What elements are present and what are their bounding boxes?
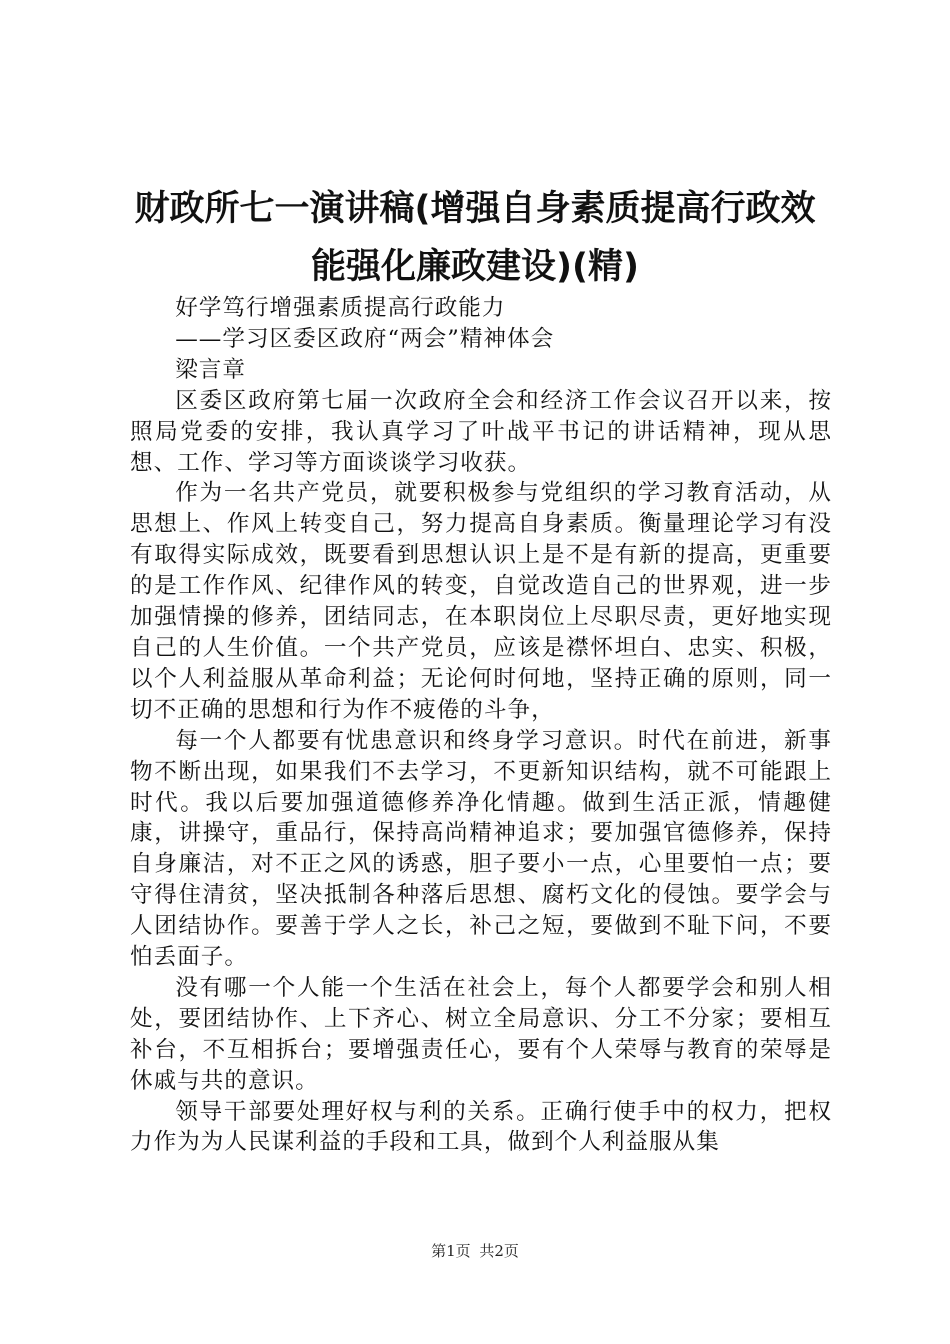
- paragraph: 区委区政府第七届一次政府全会和经济工作会议召开以来，按照局党委的安排，我认真学习了叶战平书记的讲话精神，现从思想、工作、学习等方面谈谈学习收获。: [130, 387, 832, 476]
- page-footer: [0, 1240, 950, 1261]
- page-number: 第1页: [431, 1242, 471, 1260]
- paragraph: 领导干部要处理好权与利的关系。正确行使手中的权力，把权力作为为人民谋利益的手段和工具，做到个人利益服从集: [130, 1098, 832, 1156]
- page-total: 共2页: [479, 1242, 519, 1260]
- document-body: [130, 293, 832, 1158]
- paragraph: 没有哪一个人能一个生活在社会上，每个人都要学会和别人相处，要团结协作、上下齐心、树立全局意识、分工不分家；要相互补台，不互相拆台；要增强责任心，要有个人荣辱与教育的荣辱是休戚与共的意识。: [130, 974, 832, 1094]
- paragraph: 每一个人都要有忧患意识和终身学习意识。时代在前进，新事物不断出现，如果我们不去学习，不更新知识结构，就不可能跟上时代。我以后要加强道德修养净化情趣。做到生活正派，情趣健康，讲操守，重品行，保持高尚精神追求；要加强官德修养，保持自身廉洁，对不正之风的诱惑，胆子要小一点，心里要怕一点；要守得住清贫，坚决抵制各种落后思想、腐朽文化的侵蚀。要学会与人团结协作。要善于学人之长，补己之短，要做到不耻下问，不要怕丢面子。: [130, 727, 832, 971]
- document-subsubtitle: ——学习区委区政府“两会”精神体会: [175, 325, 555, 352]
- document-author: 梁言章: [175, 356, 246, 383]
- document-title: 财政所七一演讲稿(增强自身素质提高行政效能强化廉政建设)(精): [134, 189, 816, 287]
- document-subtitle: 好学笃行增强素质提高行政能力: [175, 295, 506, 321]
- paragraph: 作为一名共产党员，就要积极参与党组织的学习教育活动，从思想上、作风上转变自己，努力提高自身素质。衡量理论学习有没有取得实际成效，既要看到思想认识上是不是有新的提高，更重要的是工作作风、纪律作风的转变，自觉改造自己的世界观，进一步加强情操的修养，团结同志，在本职岗位上尽职尽责，更好地实现自己的人生价值。一个共产党员，应该是襟怀坦白、忠实、积极，以个人利益服从革命利益；无论何时何地，坚持正确的原则，同一切不正确的思想和行为作不疲倦的斗争，: [130, 480, 832, 723]
